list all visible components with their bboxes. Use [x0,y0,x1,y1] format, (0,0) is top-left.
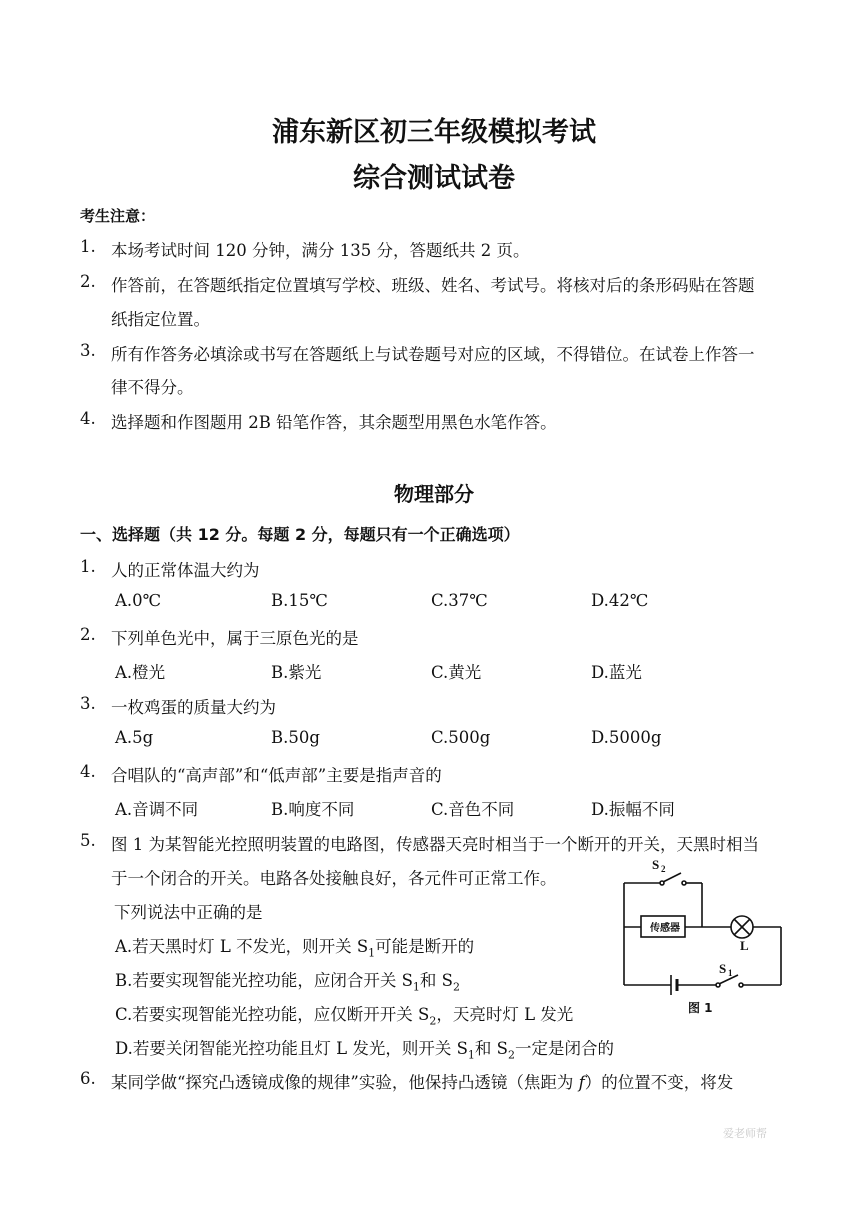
q5-option-c [115,1001,573,1027]
q5-option-a [115,933,474,959]
q5-option-c-tail: ，天亮时灯 L 发光 [436,1005,574,1024]
exam-title: 浦东新区初三年级模拟考试 [272,117,596,148]
question-number-3: 3. [80,694,96,713]
notice-number-4: 4. [80,409,96,428]
s1-label: S [719,961,727,976]
q2-option-c: C.黄光 [431,663,482,682]
q5-option-d-text: D.若要关闭智能光控功能且灯 L 发光，则开关 S [115,1039,468,1058]
notice-number-2: 2. [80,272,96,291]
s2-contact-right [682,881,686,885]
question-6-text: 某同学做“探究凸透镜成像的规律”实验，他保持凸透镜（焦距为 [111,1073,579,1092]
question-number-2: 2. [80,625,96,644]
circuit-diagram-figure-1 [616,854,786,1024]
s2-label-sub: 2 [661,864,666,874]
question-stem-1: 人的正常体温大约为 [111,561,260,580]
q2-option-a: A.橙光 [115,663,166,682]
q2-option-b: B.紫光 [271,663,322,682]
s1-label-sub: 1 [728,968,733,978]
notice-item-3-line-2: 律不得分。 [111,378,194,397]
q5-option-d-mid: 和 S [474,1039,508,1058]
question-number-4: 4. [80,762,96,781]
q5-option-b [115,967,460,993]
q3-option-a: A.5g [115,728,154,747]
physics-section-title: 物理部分 [394,482,474,506]
q5-option-a-tail: 可能是断开的 [375,937,475,956]
q3-option-b: B.50g [271,728,320,747]
q3-option-c: C.500g [431,728,491,747]
question-number-1: 1. [80,557,96,576]
q1-option-b: B.15℃ [271,591,328,610]
sensor-label: 传感器 [650,923,680,934]
q4-option-b: B.响度不同 [271,800,355,819]
q5-option-a-text: A.若天黑时灯 L 不发光，则开关 S [115,937,369,956]
q5-option-d-sub2: 2 [507,1048,515,1062]
notice-item-4: 选择题和作图题用 2B 铅笔作答，其余题型用黑色水笔作答。 [111,413,557,432]
exam-subtitle: 综合测试试卷 [353,163,515,194]
multiple-choice-heading: 一、选择题（共 12 分。每题 2 分，每题只有一个正确选项） [80,525,520,544]
lamp-label: L [740,938,749,953]
question-5-line-3: 下列说法中正确的是 [114,903,263,922]
notice-item-1: 本场考试时间 120 分钟，满分 135 分，答题纸共 2 页。 [111,241,530,260]
question-number-5: 5. [80,831,96,850]
question-number-6: 6. [80,1069,96,1088]
q3-option-d: D.5000g [591,728,662,747]
q5-option-c-text: C.若要实现智能光控功能，应仅断开开关 S [115,1005,430,1024]
focal-length-symbol: f [578,1073,585,1092]
watermark: 爱老师帮 [723,1127,767,1140]
s2-label: S [652,857,660,872]
q5-option-d-sub1: 1 [467,1048,475,1062]
notice-item-2-line-1: 作答前，在答题纸指定位置填写学校、班级、姓名、考试号。将核对后的条形码贴在答题 [111,276,755,295]
notice-heading: 考生注意： [80,207,156,225]
q5-option-b-text: B.若要实现智能光控功能，应闭合开关 S [115,971,413,990]
question-stem-4: 合唱队的“高声部”和“低声部”主要是指声音的 [111,766,442,785]
notice-number-1: 1. [80,237,96,256]
q2-option-d: D.蓝光 [591,663,642,682]
question-stem-2: 下列单色光中，属于三原色光的是 [111,629,359,648]
question-6-line-1 [111,1069,733,1093]
q4-option-c: C.音色不同 [431,800,515,819]
q5-option-b-mid: 和 S [419,971,453,990]
q1-option-c: C.37℃ [431,591,488,610]
q1-option-a: A.0℃ [115,591,162,610]
notice-item-2-line-2: 纸指定位置。 [111,310,210,329]
q5-option-d-tail: 一定是闭合的 [514,1039,614,1058]
question-5-line-1: 图 1 为某智能光控照明装置的电路图，传感器天亮时相当于一个断开的开关，天黑时相当 [111,835,759,854]
q5-option-d [115,1035,614,1061]
q5-option-b-sub1: 1 [412,980,420,994]
q5-option-b-sub2: 2 [452,980,460,994]
s2-blade [663,873,681,882]
q1-option-d: D.42℃ [591,591,649,610]
question-5-line-2: 于一个闭合的开关。电路各处接触良好，各元件可正常工作。 [111,869,557,888]
s1-contact-right [739,983,743,987]
figure-caption: 图 1 [688,1001,713,1015]
notice-number-3: 3. [80,341,96,360]
q4-option-d: D.振幅不同 [591,800,675,819]
question-stem-3: 一枚鸡蛋的质量大约为 [111,698,276,717]
q5-option-a-sub: 1 [368,946,376,960]
question-6-tail: ）的位置不变，将发 [584,1073,734,1092]
notice-item-3-line-1: 所有作答务必填涂或书写在答题纸上与试卷题号对应的区域，不得错位。在试卷上作答一 [111,345,755,364]
q5-option-c-sub: 2 [429,1014,437,1028]
q4-option-a: A.音调不同 [115,800,199,819]
